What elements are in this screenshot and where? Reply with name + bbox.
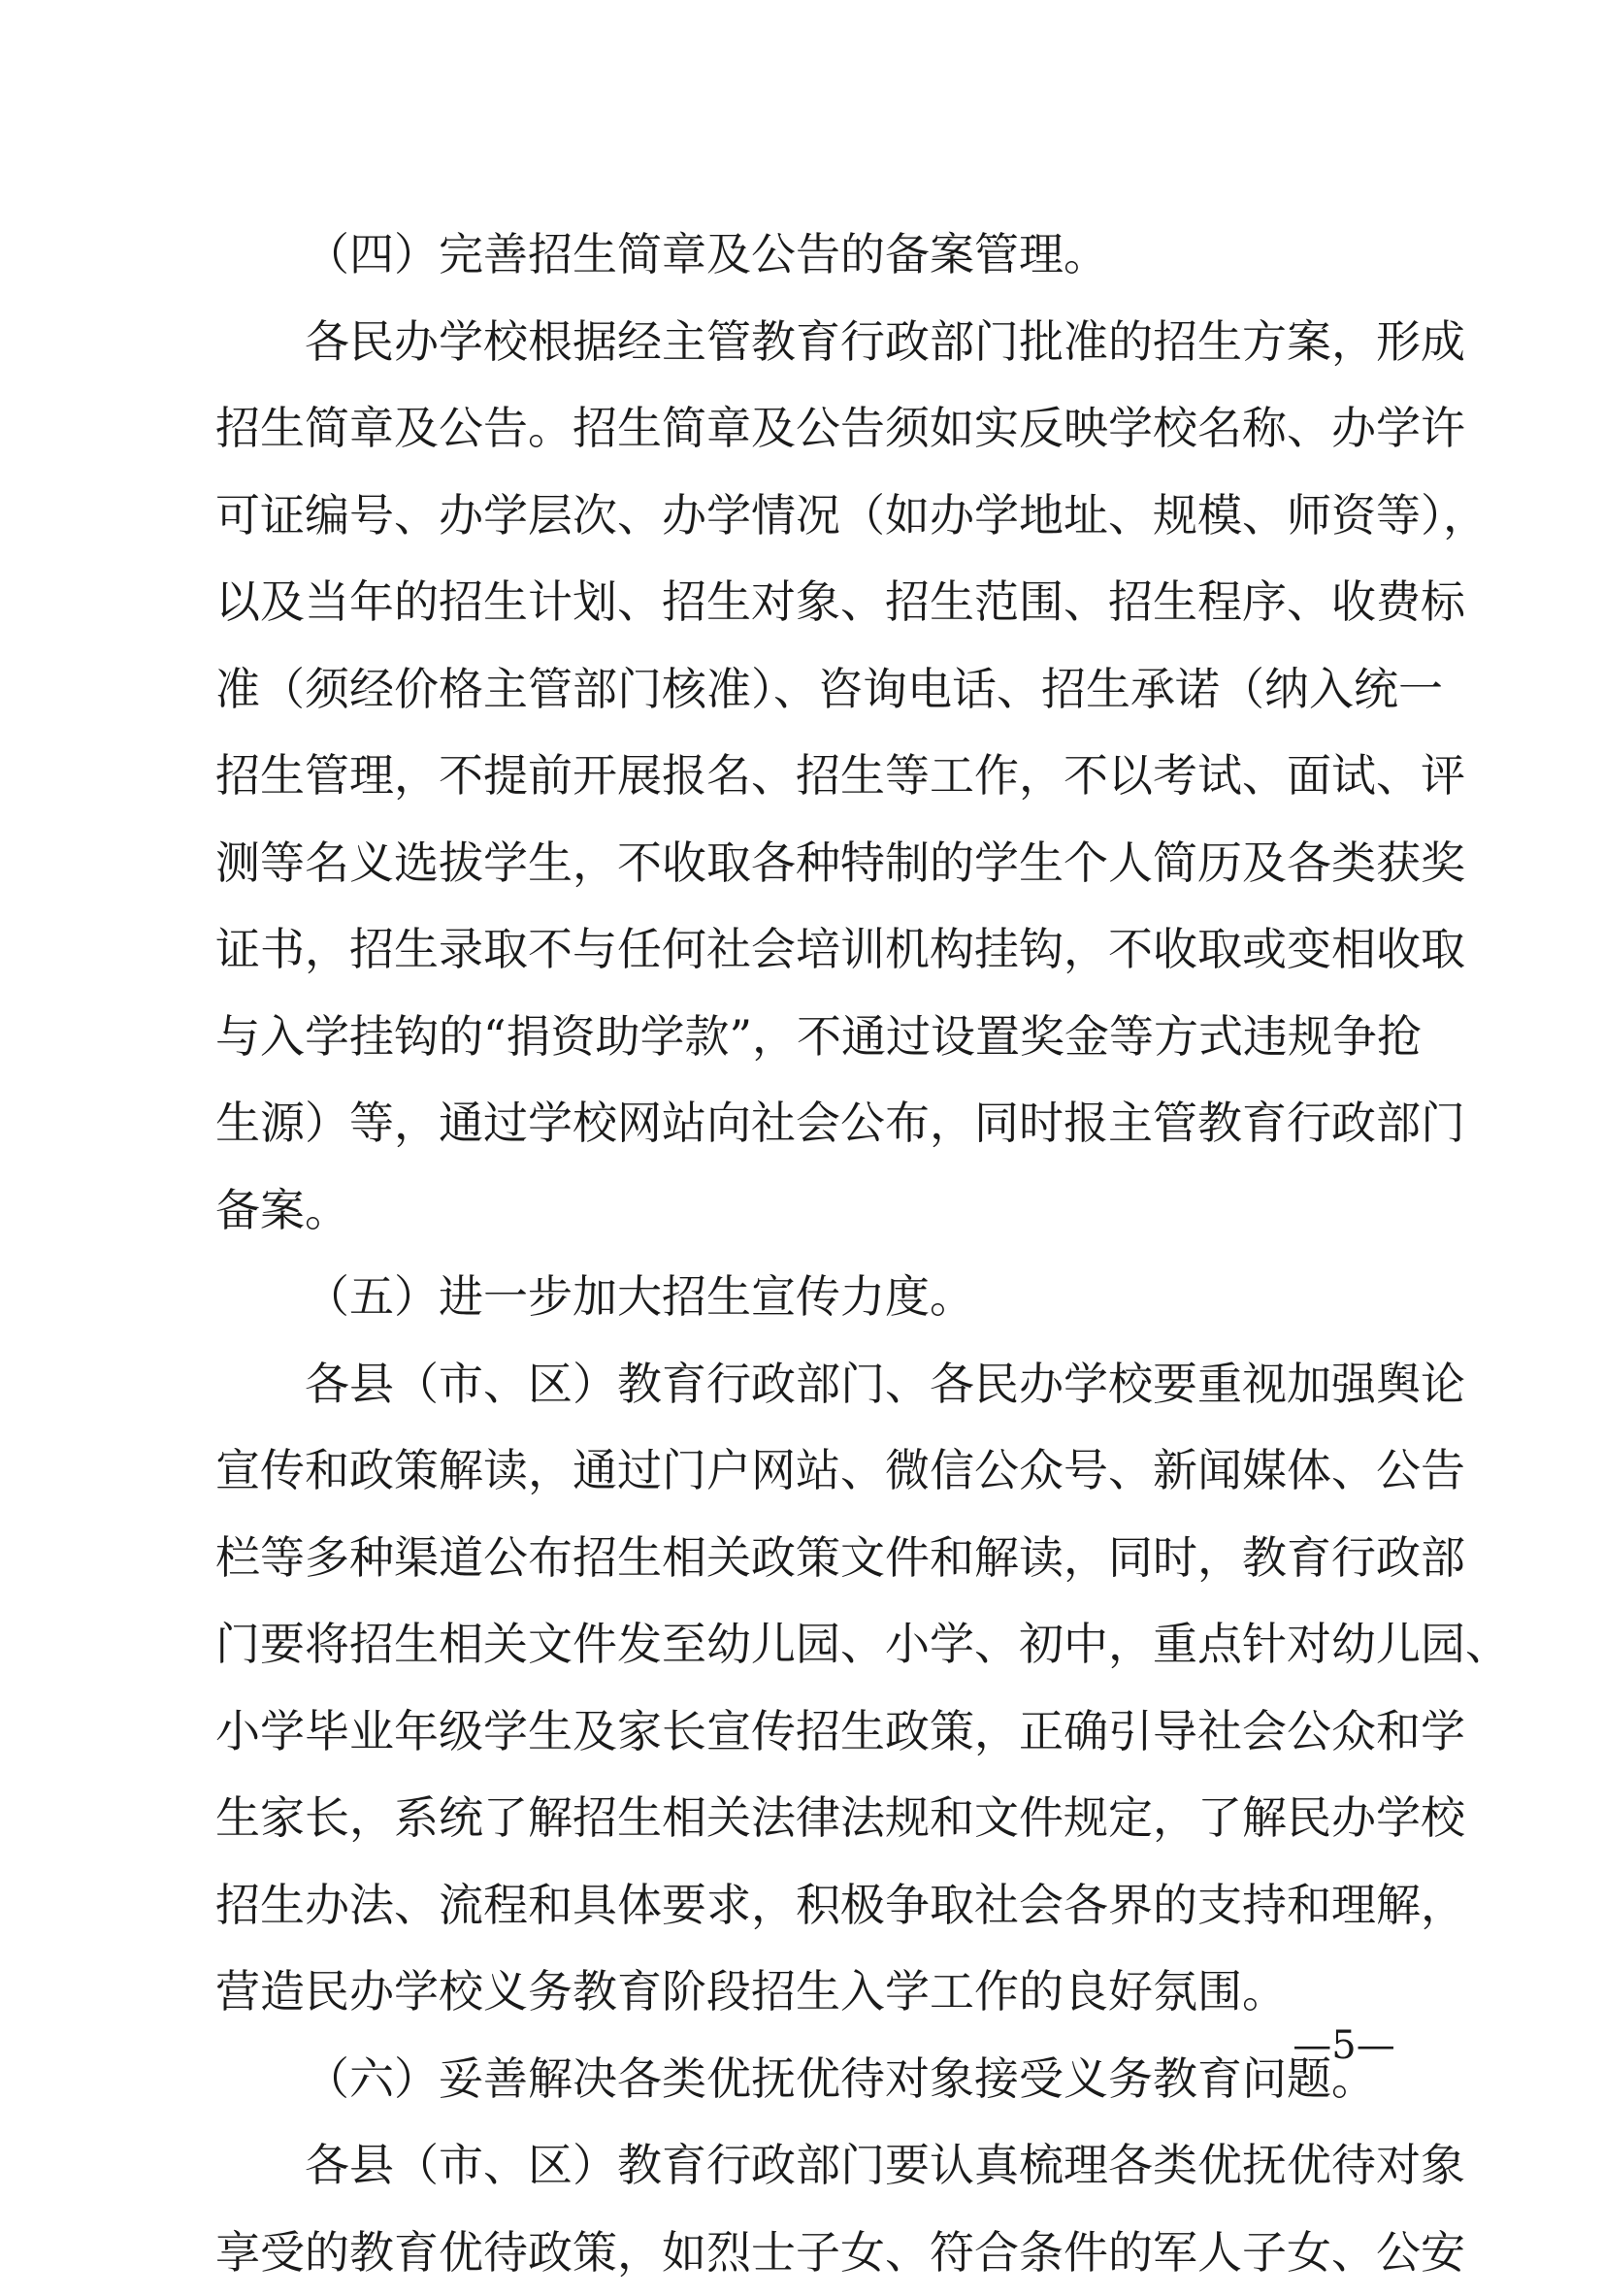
section-heading-5: （五）进一步加大招生宣传力度。 — [215, 1254, 1388, 1341]
paragraph-line: 与入学挂钩的“捐资助学款”，不通过设置奖金等方式违规争抢 — [215, 994, 1388, 1081]
paragraph-line: 生家长，系统了解招生相关法律法规和文件规定，了解民办学校 — [215, 1775, 1388, 1862]
paragraph-line: 招生管理，不提前开展报名、招生等工作，不以考试、面试、评 — [215, 733, 1388, 820]
paragraph-line: 宣传和政策解读，通过门户网站、微信公众号、新闻媒体、公告 — [215, 1427, 1388, 1515]
paragraph-line: 栏等多种渠道公布招生相关政策文件和解读，同时，教育行政部 — [215, 1515, 1388, 1602]
paragraph-line: 可证编号、办学层次、办学情况（如办学地址、规模、师资等）， — [215, 473, 1388, 560]
paragraph-line: 门要将招生相关文件发至幼儿园、小学、初中，重点针对幼儿园、 — [215, 1601, 1388, 1689]
paragraph-line: 享受的教育优待政策，如烈士子女、符合条件的军人子女、公安 — [215, 2210, 1388, 2296]
paragraph-line: 备案。 — [215, 1167, 1388, 1255]
paragraph-line: 证书，招生录取不与任何社会培训机构挂钩，不收取或变相收取 — [215, 906, 1388, 994]
document-body — [215, 212, 1388, 2296]
paragraph-line: 各县（市、区）教育行政部门、各民办学校要重视加强舆论 — [215, 1341, 1388, 1428]
paragraph-line: 准（须经价格主管部门核准）、咨询电话、招生承诺（纳入统一 — [215, 646, 1388, 734]
paragraph-line: 招生简章及公告。招生简章及公告须如实反映学校名称、办学许 — [215, 385, 1388, 473]
paragraph-line: 小学毕业年级学生及家长宣传招生政策，正确引导社会公众和学 — [215, 1689, 1388, 1776]
section-heading-4: （四）完善招生简章及公告的备案管理。 — [215, 212, 1388, 299]
page-number: —5— — [1291, 2017, 1397, 2075]
paragraph-line: 招生办法、流程和具体要求，积极争取社会各界的支持和理解， — [215, 1862, 1388, 1950]
paragraph-line: 各民办学校根据经主管教育行政部门批准的招生方案，形成 — [215, 299, 1388, 386]
paragraph-line: 各县（市、区）教育行政部门要认真梳理各类优抚优待对象 — [215, 2122, 1388, 2210]
paragraph-line: 生源）等，通过学校网站向社会公布，同时报主管教育行政部门 — [215, 1080, 1388, 1167]
section-heading-6: （六）妥善解决各类优抚优待对象接受义务教育问题。 — [215, 2036, 1388, 2123]
paragraph-line: 营造民办学校义务教育阶段招生入学工作的良好氛围。 — [215, 1949, 1388, 2036]
paragraph-line: 测等名义选拔学生，不收取各种特制的学生个人简历及各类获奖 — [215, 820, 1388, 907]
paragraph-line: 以及当年的招生计划、招生对象、招生范围、招生程序、收费标 — [215, 559, 1388, 646]
